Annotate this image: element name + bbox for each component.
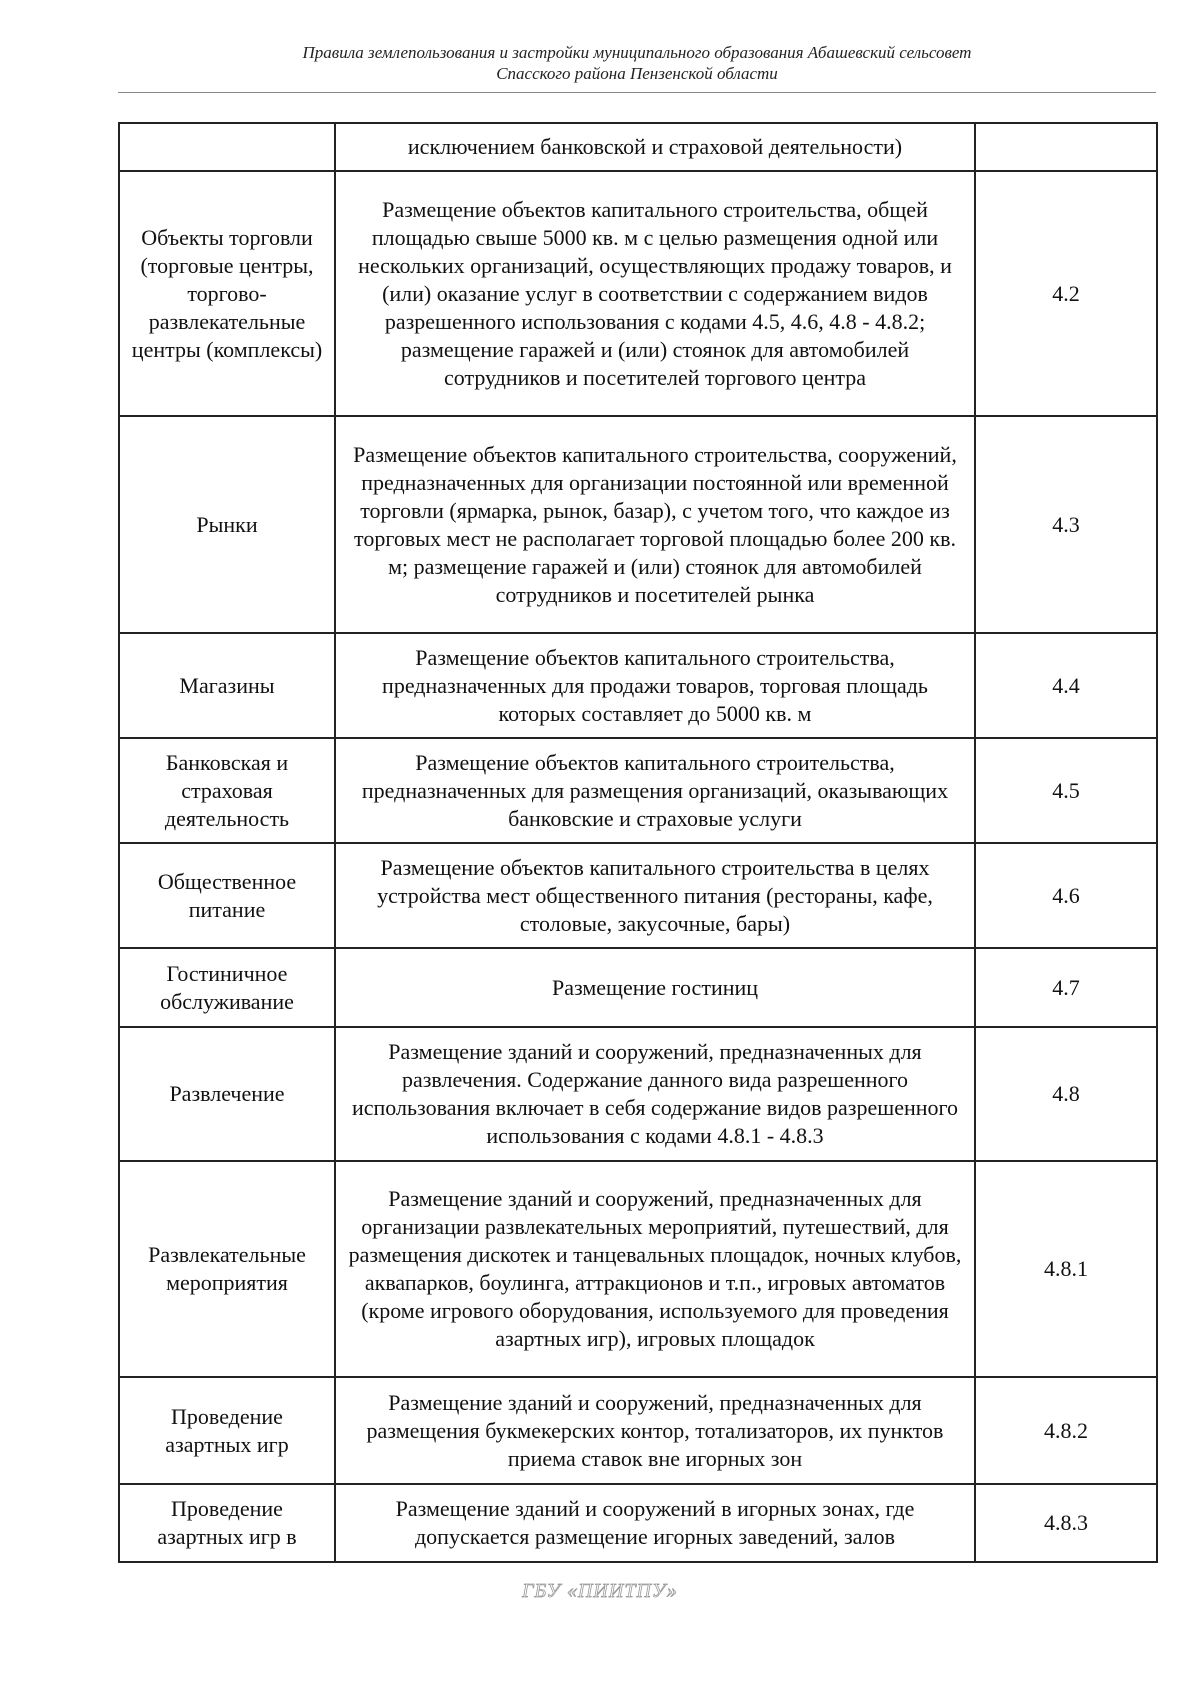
table-row xyxy=(119,1484,1157,1562)
use-description-cell: Размещение объектов капитального строительства, сооружений, предназначенных для организации постоянной или временной торговли (ярмарка, рынок, базар), с учетом того, что каждое из торговых мест не располагает торговой площадью более 200 кв. м; размещение гаражей и (или) стоянок для автомобилей сотрудников и посетителей рынка xyxy=(335,416,975,633)
table-row xyxy=(119,123,1157,171)
use-name-cell: Гостиничное обслуживание xyxy=(119,948,335,1027)
use-description-cell: Размещение гостиниц xyxy=(335,948,975,1027)
header-line-2: Спасского района Пензенской области xyxy=(496,64,778,83)
header-divider xyxy=(118,92,1156,93)
use-description-cell: Размещение объектов капитального строительства, предназначенных для продажи товаров, торговая площадь которых составляет до 5000 кв. м xyxy=(335,633,975,738)
use-description-cell: Размещение объектов капитального строительства в целях устройства мест общественного питания (рестораны, кафе, столовые, закусочные, бары) xyxy=(335,843,975,948)
use-name-cell: Магазины xyxy=(119,633,335,738)
use-description-cell: Размещение зданий и сооружений в игорных зонах, где допускается размещение игорных заведений, залов xyxy=(335,1484,975,1562)
use-name-cell: Рынки xyxy=(119,416,335,633)
use-name-cell: Развлечение xyxy=(119,1027,335,1161)
use-code-cell: 4.8.1 xyxy=(975,1161,1157,1377)
use-code-cell: 4.5 xyxy=(975,738,1157,843)
page-header xyxy=(118,42,1156,84)
use-name-cell: Банковская и страховая деятельность xyxy=(119,738,335,843)
use-code-cell: 4.2 xyxy=(975,171,1157,416)
use-description-cell: Размещение зданий и сооружений, предназначенных для размещения букмекерских контор, тотализаторов, их пунктов приема ставок вне игорных зон xyxy=(335,1377,975,1484)
table-row xyxy=(119,171,1157,416)
use-name-cell: Проведение азартных игр xyxy=(119,1377,335,1484)
table-row xyxy=(119,1027,1157,1161)
use-code-cell: 4.8.3 xyxy=(975,1484,1157,1562)
land-use-table xyxy=(118,122,1158,1563)
use-description-cell: исключением банковской и страховой деятельности) xyxy=(335,123,975,171)
table-row xyxy=(119,738,1157,843)
use-code-cell: 4.8 xyxy=(975,1027,1157,1161)
table-row xyxy=(119,633,1157,738)
use-code-cell: 4.3 xyxy=(975,416,1157,633)
table-row xyxy=(119,843,1157,948)
use-description-cell: Размещение зданий и сооружений, предназначенных для развлечения. Содержание данного вида разрешенного использования включает в себя содержание видов разрешенного использования с кодами 4.8.1 - 4.8.3 xyxy=(335,1027,975,1161)
table-row xyxy=(119,1161,1157,1377)
header-line-1: Правила землепользования и застройки муниципального образования Абашевский сельсовет xyxy=(302,43,972,62)
use-description-cell: Размещение объектов капитального строительства, предназначенных для размещения организаций, оказывающих банковские и страховые услуги xyxy=(335,738,975,843)
use-name-cell: Объекты торговли (торговые центры, торгово-развлекательные центры (комплексы) xyxy=(119,171,335,416)
use-description-cell: Размещение зданий и сооружений, предназначенных для организации развлекательных мероприятий, путешествий, для размещения дискотек и танцевальных площадок, ночных клубов, аквапарков, боулинга, аттракционов и т.п., игровых автоматов (кроме игрового оборудования, используемого для проведения азартных игр), игровых площадок xyxy=(335,1161,975,1377)
use-code-cell: 4.4 xyxy=(975,633,1157,738)
table-row xyxy=(119,416,1157,633)
use-code-cell: 4.8.2 xyxy=(975,1377,1157,1484)
use-code-cell xyxy=(975,123,1157,171)
footer-watermark: ГБУ «ПИИТПУ» xyxy=(522,1580,678,1602)
use-description-cell: Размещение объектов капитального строительства, общей площадью свыше 5000 кв. м с целью размещения одной или нескольких организаций, осуществляющих продажу товаров, и (или) оказание услуг в соответствии с содержанием видов разрешенного использования с кодами 4.5, 4.6, 4.8 - 4.8.2; размещение гаражей и (или) стоянок для автомобилей сотрудников и посетителей торгового центра xyxy=(335,171,975,416)
table-row xyxy=(119,1377,1157,1484)
use-name-cell: Общественное питание xyxy=(119,843,335,948)
use-code-cell: 4.6 xyxy=(975,843,1157,948)
table-row xyxy=(119,948,1157,1027)
use-code-cell: 4.7 xyxy=(975,948,1157,1027)
use-name-cell: Развлекательные мероприятия xyxy=(119,1161,335,1377)
use-name-cell: Проведение азартных игр в xyxy=(119,1484,335,1562)
use-name-cell xyxy=(119,123,335,171)
